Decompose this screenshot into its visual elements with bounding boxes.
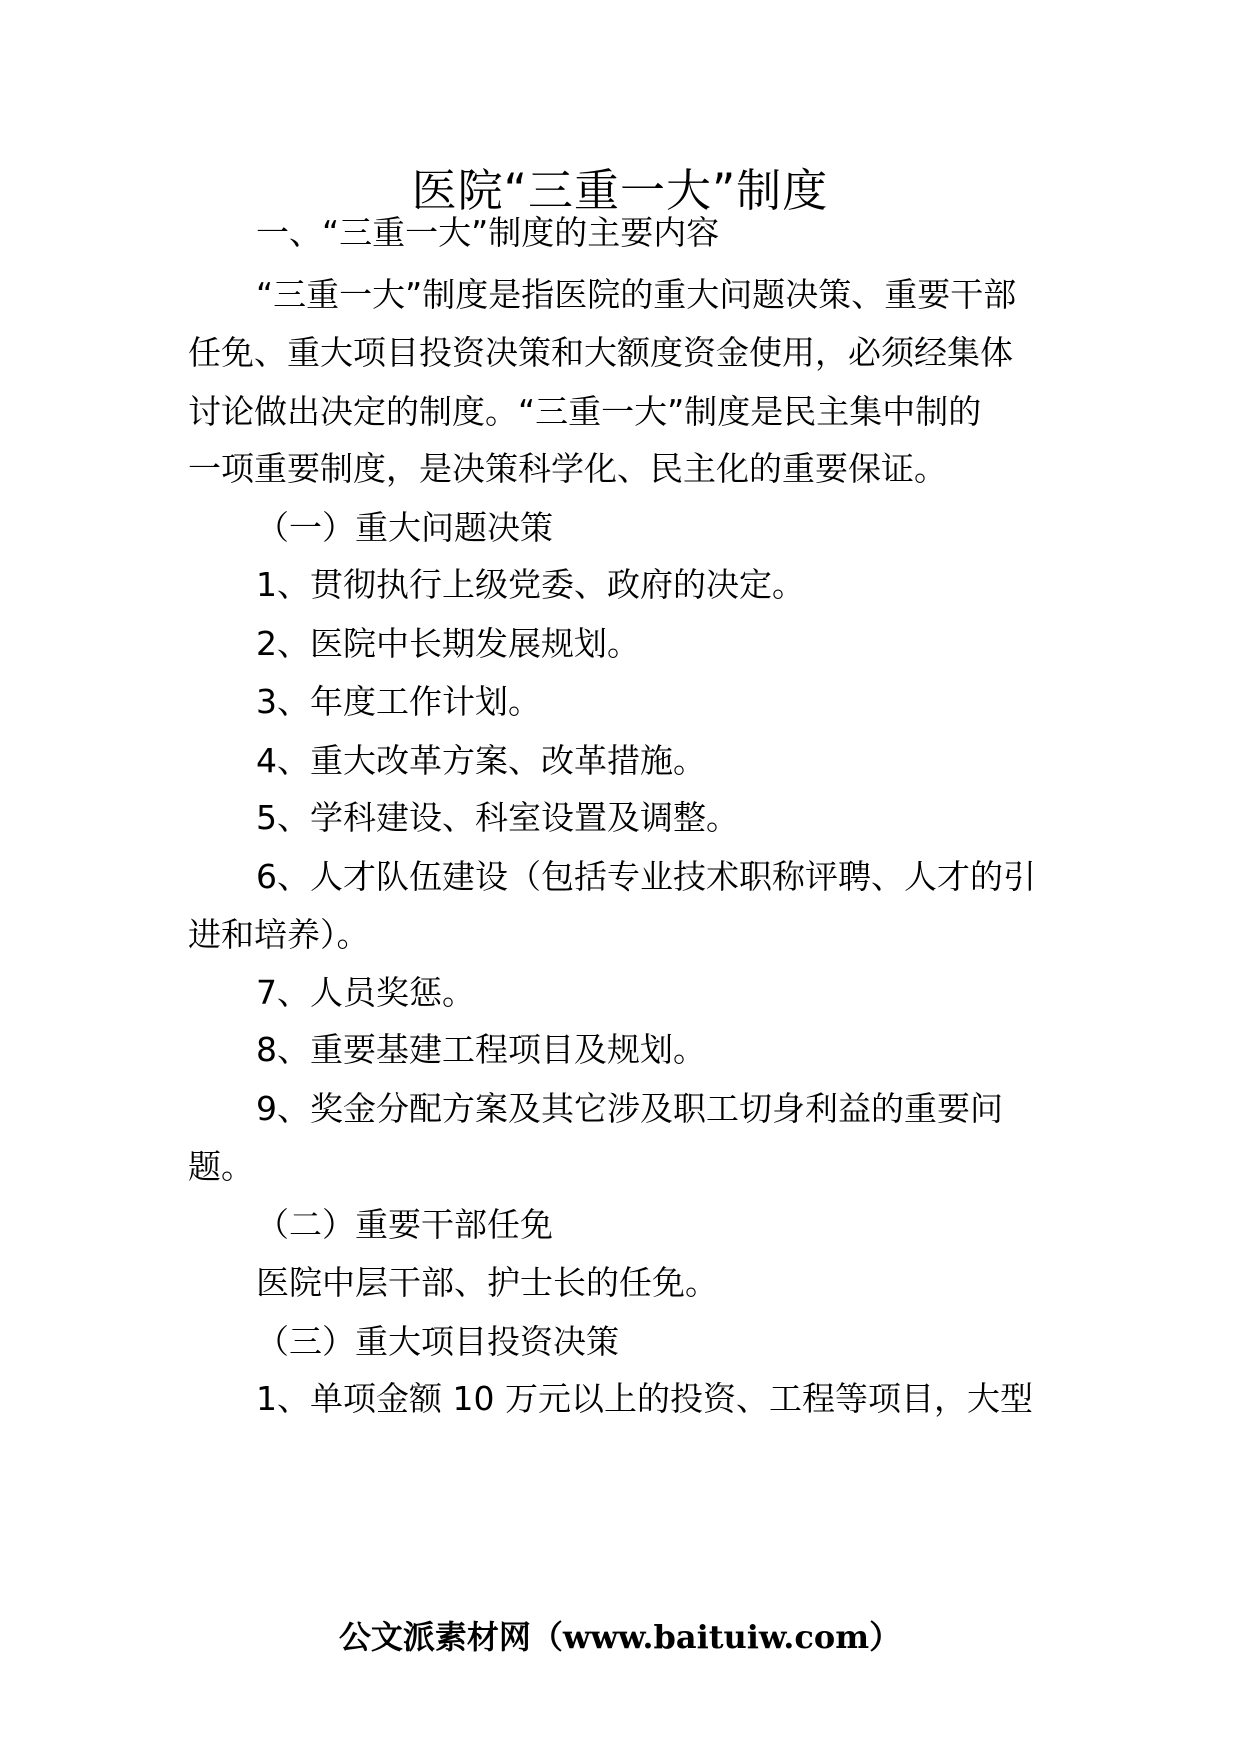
footer-watermark: 公文派素材网（www.baituiw.com） bbox=[338, 1618, 902, 1656]
list-item-continuation: 进和培养）。 bbox=[188, 915, 370, 954]
list-item: 7、人员奖惩。 bbox=[256, 973, 475, 1012]
subsection-heading: （三）重大项目投资决策 bbox=[256, 1322, 619, 1361]
list-item: 9、奖金分配方案及其它涉及职工切身利益的重要问 bbox=[256, 1089, 1003, 1128]
paragraph-line: 讨论做出决定的制度。“三重一大”制度是民主集中制的 bbox=[188, 392, 982, 431]
list-item: 5、学科建设、科室设置及调整。 bbox=[256, 798, 739, 837]
list-item: 8、重要基建工程项目及规划。 bbox=[256, 1030, 706, 1069]
section-heading-1: 一、“三重一大”制度的主要内容 bbox=[256, 213, 720, 252]
paragraph-line: 任免、重大项目投资决策和大额度资金使用，必须经集体 bbox=[188, 333, 1013, 372]
list-item: 4、重大改革方案、改革措施。 bbox=[256, 741, 706, 780]
document-title: 医院“三重一大”制度 bbox=[411, 164, 829, 217]
paragraph-line: 医院中层干部、护士长的任免。 bbox=[256, 1263, 718, 1302]
list-item: 6、人才队伍建设（包括专业技术职称评聘、人才的引 bbox=[256, 857, 1036, 896]
paragraph-line: “三重一大”制度是指医院的重大问题决策、重要干部 bbox=[256, 275, 1017, 314]
list-item: 3、年度工作计划。 bbox=[256, 682, 541, 721]
list-item: 1、贯彻执行上级党委、政府的决定。 bbox=[256, 565, 805, 604]
list-item: 1、单项金额 10 万元以上的投资、工程等项目，大型 bbox=[256, 1379, 1033, 1418]
subsection-heading: （二）重要干部任免 bbox=[256, 1205, 553, 1244]
paragraph-line: 一项重要制度，是决策科学化、民主化的重要保证。 bbox=[188, 449, 947, 488]
subsection-heading: （一）重大问题决策 bbox=[256, 508, 553, 547]
list-item-continuation: 题。 bbox=[188, 1147, 254, 1186]
list-item: 2、医院中长期发展规划。 bbox=[256, 624, 640, 663]
